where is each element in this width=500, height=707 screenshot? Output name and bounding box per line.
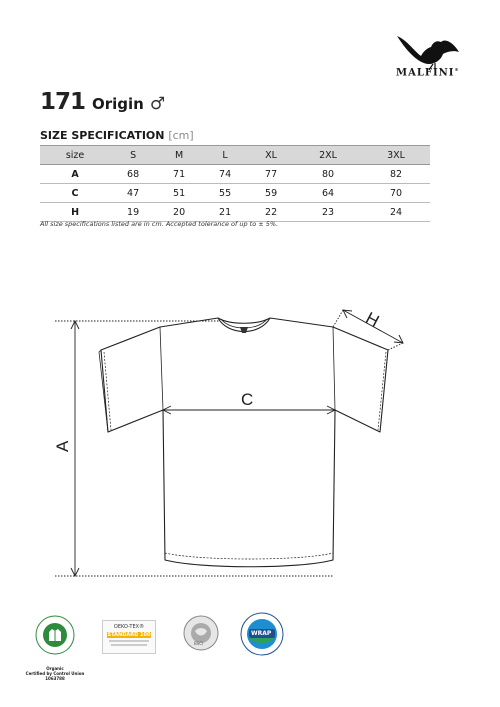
tshirt-diagram <box>40 295 460 590</box>
table-cell: 77 <box>248 165 294 184</box>
oeko-tex-logo: OEKO-TEX® STANDARD 100 <box>102 620 156 654</box>
table-cell: 59 <box>248 184 294 203</box>
measure-a <box>55 321 333 576</box>
table-header-row <box>40 146 430 165</box>
table-cell: 19 <box>110 203 156 222</box>
product-number: 171 <box>40 89 86 115</box>
column-header: L <box>202 146 248 165</box>
table-cell: 68 <box>110 165 156 184</box>
table-cell: 51 <box>156 184 202 203</box>
tolerance-note: All size specifications listed are in cm. Accepted tolerance of up to ± 5%. <box>40 220 279 228</box>
table-row <box>40 165 430 184</box>
table-cell: 47 <box>110 184 156 203</box>
size-table <box>40 145 430 222</box>
bsci-label: BSCI <box>194 641 204 646</box>
column-header: S <box>110 146 156 165</box>
table-cell: 24 <box>362 203 430 222</box>
column-header: size <box>40 146 110 165</box>
table-cell: 23 <box>294 203 362 222</box>
size-spec-heading: SIZE SPECIFICATION [cm] <box>40 129 194 142</box>
column-header: M <box>156 146 202 165</box>
table-cell: 64 <box>294 184 362 203</box>
column-header: XL <box>248 146 294 165</box>
label-a: A <box>53 440 72 452</box>
brand-name: MALFINI® <box>396 67 460 79</box>
table-row <box>40 184 430 203</box>
table-cell: 21 <box>202 203 248 222</box>
label-h: H <box>362 308 383 331</box>
gots-logo <box>35 615 75 655</box>
table-cell: 55 <box>202 184 248 203</box>
unit-label: [cm] <box>168 129 194 142</box>
gender-symbol: ♂ <box>149 94 166 114</box>
table-cell: 22 <box>248 203 294 222</box>
wrap-label: WRAP <box>251 630 272 637</box>
table-cell: 74 <box>202 165 248 184</box>
tshirt-outline <box>101 318 388 567</box>
column-header: 2XL <box>294 146 362 165</box>
table-cell: 71 <box>156 165 202 184</box>
table-cell: 20 <box>156 203 202 222</box>
table-cell: 82 <box>362 165 430 184</box>
product-name: Origin <box>92 95 144 113</box>
gots-caption: Organic Certified by Control Union 1063788 <box>25 666 85 681</box>
row-label: H <box>40 203 110 222</box>
table-cell: 70 <box>362 184 430 203</box>
table-cell: 80 <box>294 165 362 184</box>
column-header: 3XL <box>362 146 430 165</box>
row-label: C <box>40 184 110 203</box>
label-c: C <box>241 390 254 409</box>
product-title <box>40 89 165 115</box>
row-label: A <box>40 165 110 184</box>
table-row <box>40 203 430 222</box>
